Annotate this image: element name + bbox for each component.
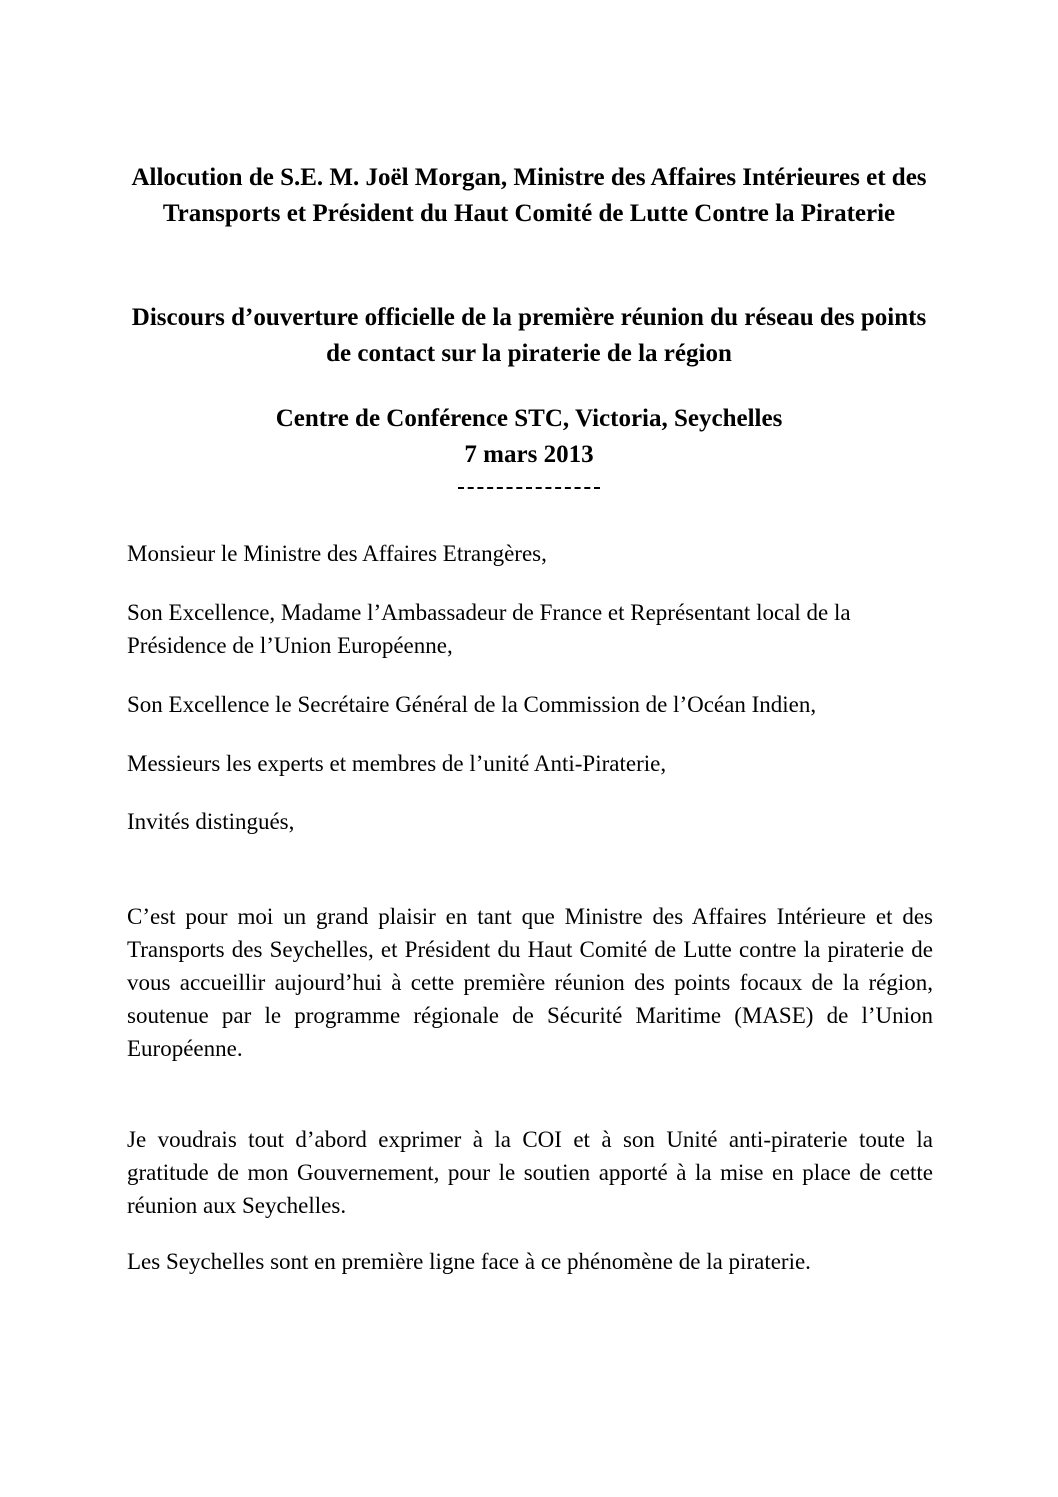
body-paragraph: Je voudrais tout d’abord exprimer à la COI et à son Unité anti-piraterie toute la gratitude de mon Gouvernement, pour le soutien apporté à la mise en place de cette réunion aux Seychelles.	[127, 1127, 933, 1218]
venue: Centre de Conférence STC, Victoria, Seychelles	[275, 405, 783, 432]
salutation: Monsieur le Ministre des Affaires Etrangères,	[127, 541, 547, 566]
title-divider	[458, 487, 600, 489]
body-paragraph: C’est pour moi un grand plaisir en tant que Ministre des Affaires Intérieure et des Transports des Seychelles, et Président du Haut Comité de Lutte contre la piraterie de vous accueillir aujourd’hui à cette première réunion des points focaux de la région, soutenue par le programme régionale de Sécurité Maritime (MASE) de l’Union Européenne.	[127, 904, 933, 1061]
venue-date-block	[120, 401, 938, 473]
speech-subtitle: Discours d’ouverture officielle de la première réunion du réseau des points de contact sur la piraterie de la région	[131, 304, 927, 367]
salutation: Messieurs les experts et membres de l’unité Anti-Piraterie,	[127, 751, 667, 776]
salutation: Son Excellence le Secrétaire Général de la Commission de l’Océan Indien,	[127, 692, 817, 717]
date: 7 mars 2013	[464, 441, 594, 468]
salutation: Son Excellence, Madame l’Ambassadeur de France et Représentant local de la Présidence de l’Union Européenne,	[127, 600, 851, 658]
salutation: Invités distingués,	[127, 809, 295, 834]
body-paragraph: Les Seychelles sont en première ligne face à ce phénomène de la piraterie.	[127, 1249, 811, 1274]
speech-title: Allocution de S.E. M. Joël Morgan, Ministre des Affaires Intérieures et des Transports et Président du Haut Comité de Lutte Contre la Piraterie	[131, 164, 927, 227]
